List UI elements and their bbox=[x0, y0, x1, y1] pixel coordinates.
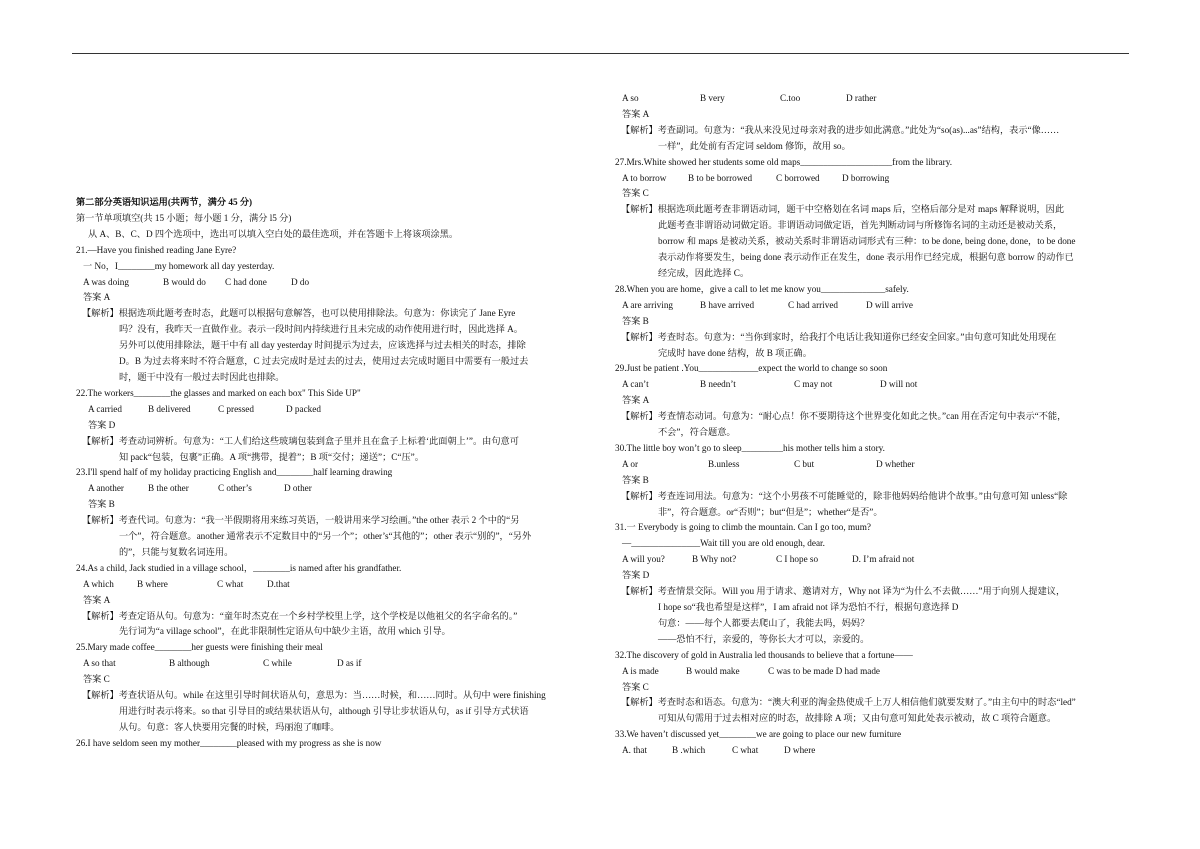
analysis-line: 【解析】考查情景交际。Will you 用于请求、邀请对方，Why not 译为“为什么不去做……”用于向别人提建议， bbox=[621, 586, 1066, 597]
analysis-line: 【解析】根据选项此题考查非谓语动词，题干中空格划在名词 maps 后，空格后部分是对 maps 解释说明，因此 bbox=[621, 204, 1065, 215]
analysis-line: 【解析】考查时态和语态。句意为：“澳大利亚的淘金热使成千上万人相信他们就要发财了。”由主句中的时态“led” bbox=[621, 697, 1076, 708]
answer-key: 答案 A bbox=[622, 108, 650, 119]
answer-options bbox=[76, 577, 591, 593]
option: C had done bbox=[225, 276, 267, 287]
analysis-line: 【解析】考查状语从句。while 在这里引导时间状语从句，意思为：当……时候，和……同时。从句中 were finishing bbox=[82, 690, 546, 701]
right-column bbox=[615, 91, 1130, 759]
answer-options bbox=[615, 171, 1130, 187]
answer-options bbox=[615, 298, 1130, 314]
option: A will you? bbox=[622, 554, 665, 565]
option: D as if bbox=[337, 658, 362, 669]
answer-options bbox=[76, 402, 591, 418]
analysis bbox=[615, 695, 1130, 727]
question-stem: 33.We haven’t discussed yet________we are going to place our new furniture bbox=[615, 729, 902, 740]
answer-options bbox=[615, 91, 1130, 107]
option: D other bbox=[284, 483, 312, 494]
option: D will not bbox=[880, 379, 918, 390]
question-stem: 27.Mrs.White showed her students some old maps____________________from the library. bbox=[615, 156, 952, 167]
header-rule bbox=[72, 53, 1129, 54]
analysis-line: 【解析】考查时态。句意为：“当你到家时，给我打个电话让我知道你已经安全回家。”由句意可知此处用现在 bbox=[621, 331, 1057, 342]
analysis bbox=[615, 330, 1130, 362]
answer-key: 答案 A bbox=[83, 292, 111, 303]
question-stem: 21.—Have you finished reading Jane Eyre? bbox=[76, 244, 237, 255]
analysis bbox=[615, 123, 1130, 155]
answer-key: 答案 B bbox=[622, 474, 649, 485]
analysis bbox=[615, 202, 1130, 282]
option: A which bbox=[83, 578, 114, 589]
option: C while bbox=[263, 658, 292, 669]
option: C.too bbox=[780, 93, 801, 103]
analysis bbox=[615, 489, 1130, 521]
answer-key: 答案 C bbox=[622, 188, 649, 199]
option: B although bbox=[169, 658, 210, 669]
answer-key: 答案 A bbox=[622, 395, 650, 406]
question-stem: 32.The discovery of gold in Australia led thousands to believe that a fortune—— bbox=[615, 649, 913, 660]
question-stem: 25.Mary made coffee________her guests were finishing their meal bbox=[76, 642, 323, 653]
option: A. that bbox=[622, 745, 648, 756]
option: B the other bbox=[148, 483, 189, 494]
analysis-line: I hope so“我也希望是这样”，I am afraid not 译为恐怕不行，根据句意选择 D bbox=[658, 602, 959, 612]
question-stem: 29.Just be patient .You_____________expect the world to change so soon bbox=[615, 363, 888, 374]
option: B have arrived bbox=[700, 299, 755, 310]
option: A can’t bbox=[622, 379, 649, 390]
option: D whether bbox=[876, 458, 915, 469]
analysis-line: 完成时 have done 结构，故 B 项正确。 bbox=[658, 347, 812, 358]
analysis-line: 【解析】根据选项此题考查时态，此题可以根据句意解答，也可以使用排除法。句意为：你读完了 Jane Eyre bbox=[82, 308, 516, 319]
question-dialogue: 一 No，I________my homework all day yesterday. bbox=[83, 260, 275, 271]
analysis-line: 用进行时表示将来。so that 引导目的或结果状语从句，although 引导让步状语从句，as if 引导方式状语 bbox=[119, 706, 529, 716]
option: C I hope so bbox=[776, 554, 819, 565]
option: C but bbox=[794, 458, 815, 469]
analysis-line: 吗？没有，我昨天一直做作业。表示一段时间内持续进行且未完成的动作使用进行时，因此选择 A。 bbox=[119, 324, 523, 335]
answer-options bbox=[615, 664, 1130, 680]
option: D where bbox=[784, 745, 816, 756]
analysis-line: 句意：——每个人都要去爬山了，我能去吗，妈妈？ bbox=[658, 617, 870, 628]
option: B needn’t bbox=[700, 379, 736, 390]
analysis-line: 可知从句需用于过去相对应的时态，故排除 A 项；又由句意可知此处表示被动，故 C 项符合题意。 bbox=[658, 713, 1057, 724]
analysis-line: 另外可以使用排除法，题干中有 all day yesterday 时间提示为过去，应该选择与过去相关的时态，排除 bbox=[119, 340, 526, 351]
option: B.unless bbox=[708, 458, 740, 469]
question-stem: 23.I'll spend half of my holiday practicing English and________half learning drawing bbox=[76, 467, 393, 478]
analysis-line: borrow 和 maps 是被动关系，被动关系时非谓语动词形式有三种：to be done, being done, done，to be done bbox=[658, 236, 1076, 247]
option: A so that bbox=[83, 658, 116, 669]
answer-key: 答案 D bbox=[622, 570, 650, 581]
option: B very bbox=[700, 93, 725, 103]
option: A was doing bbox=[83, 276, 129, 287]
analysis-line: 的”，只能与复数名词连用。 bbox=[119, 546, 234, 557]
option: D rather bbox=[846, 93, 877, 103]
question-stem: 22.The workers________the glasses and marked on each box" This Side UP" bbox=[76, 387, 361, 398]
question-stem: 24.As a child, Jack studied in a village school，________is named after his grandfather. bbox=[76, 562, 402, 573]
answer-key: 答案 A bbox=[83, 594, 111, 605]
option: C had arrived bbox=[788, 299, 839, 310]
option: D borrowing bbox=[842, 172, 890, 183]
option: C borrowed bbox=[776, 172, 820, 183]
option: A carried bbox=[88, 403, 122, 414]
answer-key: 答案 B bbox=[88, 499, 115, 510]
option: D. I’m afraid not bbox=[852, 554, 915, 565]
left-column bbox=[76, 195, 591, 752]
question-stem: 26.I have seldom seen my mother________pleased with my progress as she is now bbox=[76, 737, 382, 748]
answer-options bbox=[76, 481, 591, 497]
analysis-line: 从句。句意：客人快要用完餐的时候，玛丽泡了咖啡。 bbox=[119, 721, 340, 732]
answer-key: 答案 C bbox=[83, 674, 110, 685]
option: A are arriving bbox=[622, 299, 674, 310]
option: B would make bbox=[686, 665, 740, 676]
instruction-text: 从 A、B、C、D 四个选项中，选出可以填入空白处的最佳选项，并在答题卡上将该项涂黑。 bbox=[88, 228, 459, 239]
analysis bbox=[76, 434, 591, 466]
question-stem: 31.一 Everybody is going to climb the mountain. Can I go too, mum? bbox=[615, 522, 871, 533]
option: A to borrow bbox=[622, 172, 667, 183]
answer-key: 答案 C bbox=[622, 681, 649, 692]
analysis bbox=[615, 584, 1130, 648]
answer-options bbox=[615, 457, 1130, 473]
option: B to be borrowed bbox=[688, 172, 753, 183]
analysis-line: 表示动作将要发生，being done 表示动作正在发生，done 表示用作已经完成，根据句意 borrow 的动作已 bbox=[658, 252, 1074, 263]
analysis bbox=[76, 306, 591, 386]
option: A is made bbox=[622, 665, 659, 676]
answer-options bbox=[76, 656, 591, 672]
analysis bbox=[76, 609, 591, 641]
option: C what bbox=[217, 578, 244, 589]
answer-options bbox=[615, 377, 1130, 393]
option: B would do bbox=[163, 276, 206, 287]
option: B Why not? bbox=[692, 554, 737, 565]
option: B where bbox=[137, 578, 168, 589]
analysis bbox=[615, 409, 1130, 441]
option: C may not bbox=[794, 379, 833, 390]
section-heading: 第二部分英语知识运用(共两节，满分 45 分) bbox=[76, 197, 253, 207]
option: D will arrive bbox=[866, 299, 913, 310]
analysis-line: 不会”，符合题意。 bbox=[658, 427, 736, 438]
analysis-line: 一样”，此处前有否定词 seldom 修饰，故用 so。 bbox=[658, 140, 851, 151]
option: D.that bbox=[267, 578, 290, 589]
analysis-line: 【解析】考查副词。句意为：“我从来没见过母亲对我的进步如此满意。”此处为“so(as)...as”结构，表示“像…… bbox=[621, 124, 1060, 135]
analysis-line: 时，题干中没有一般过去时因此也排除。 bbox=[119, 371, 285, 382]
option: C other’s bbox=[218, 483, 252, 494]
analysis-line: D。B 为过去将来时不符合题意，C 过去完成时是过去的过去，使用过去完成时题目中需要有一般过去 bbox=[119, 356, 529, 367]
answer-key: 答案 B bbox=[622, 315, 649, 326]
analysis bbox=[76, 688, 591, 736]
analysis-line: 此题考查非谓语动词做定语。非谓语动词做定语，首先判断动词与所修饰名词的主动还是被动关系， bbox=[658, 220, 1063, 231]
option: B .which bbox=[672, 745, 706, 756]
analysis-line: 知 pack“包装，包裹”正确。A 项“携带，提着”；B 项“交付；递送”；C“压”。 bbox=[119, 451, 424, 462]
analysis-line: 【解析】考查动词辨析。句意为：“工人们给这些玻璃包装到盒子里并且在盒子上标着‘此面朝上’”。由句意可 bbox=[82, 435, 519, 446]
option: D do bbox=[291, 276, 310, 287]
analysis-line: 【解析】考查情态动词。句意为：“耐心点！你不要期待这个世界变化如此之快。”can 用在否定句中表示“不能， bbox=[621, 411, 1067, 422]
answer-options bbox=[615, 552, 1130, 568]
section-instruction: 第一节单项填空(共 15 小题；每小题 1 分，满分 l5 分) bbox=[76, 212, 292, 223]
question-stem: 30.The little boy won’t go to sleep_________his mother tells him a story. bbox=[615, 442, 885, 453]
analysis-line: 先行词为“a village school”，在此非限制性定语从句中缺少主语，故用 which 引导。 bbox=[119, 626, 451, 637]
option: B delivered bbox=[148, 403, 191, 414]
answer-options bbox=[615, 743, 1130, 759]
option: C what bbox=[732, 745, 759, 756]
analysis-line: 一个”，符合题意。another 通常表示不定数目中的“另一个”；other’s“其他的”；other 表示“别的”，“另外 bbox=[119, 531, 532, 542]
analysis-line: 【解析】考查代词。句意为：“我一半假期将用来练习英语，一般讲用来学习绘画。”the other 表示 2 个中的“另 bbox=[82, 515, 520, 526]
option: A or bbox=[622, 458, 639, 469]
analysis bbox=[76, 513, 591, 561]
option: C pressed bbox=[218, 403, 254, 414]
answer-key: 答案 D bbox=[88, 419, 116, 430]
option: A another bbox=[88, 483, 124, 494]
option: C was to be made D had made bbox=[768, 665, 881, 676]
question-dialogue: —_______________Wait till you are old enough, dear. bbox=[622, 538, 825, 549]
analysis-line: ——恐怕不行，亲爱的，等你长大才可以，亲爱的。 bbox=[658, 633, 870, 644]
answer-options bbox=[76, 275, 591, 291]
analysis-line: 【解析】考查定语从句。句意为：“童年时杰克在一个乡村学校里上学，这个学校是以他祖父的名字命名的。” bbox=[82, 610, 518, 621]
option: A so bbox=[622, 93, 639, 103]
analysis-line: 【解析】考查连词用法。句意为：“这个小男孩不可能睡觉的，除非他妈妈给他讲个故事。”由句意可知 unless“除 bbox=[621, 490, 1068, 501]
analysis-line: 经完成，因此选择 C。 bbox=[658, 267, 750, 278]
question-stem: 28.When you are home，give a call to let me know you______________safely. bbox=[615, 283, 909, 294]
analysis-line: 非”，符合题意。or“否则”；but“但是”；whether“是否”。 bbox=[658, 506, 883, 517]
option: D packed bbox=[286, 403, 321, 414]
